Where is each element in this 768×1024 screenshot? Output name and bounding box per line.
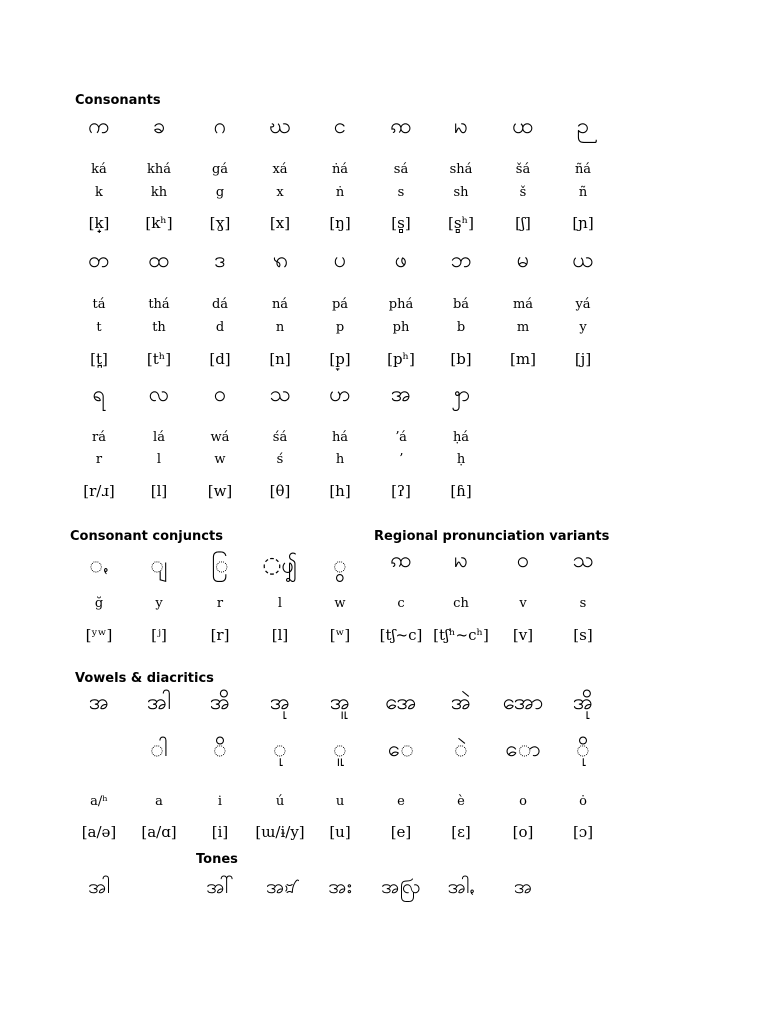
vowel-ipa: [e] bbox=[390, 823, 412, 841]
consonant-ipa: [s̻ʰ] bbox=[448, 214, 474, 232]
consonant-glyph: ဉ bbox=[576, 114, 590, 139]
conjunct-translit: l bbox=[277, 596, 283, 611]
vowel-ipa: [ɔ] bbox=[572, 823, 594, 841]
consonant-name: ḥá bbox=[452, 430, 470, 445]
consonant-ipa: [ʃ] bbox=[515, 214, 531, 232]
consonant-ipa: [r/ɹ] bbox=[83, 482, 115, 500]
vowel-diacritic: ◌ူ bbox=[333, 737, 347, 762]
regional-translit: s bbox=[579, 596, 587, 611]
vowel-glyph: အေ bbox=[385, 690, 417, 715]
vowel-glyph: အော bbox=[502, 690, 544, 715]
tone-glyph: အါ် bbox=[206, 874, 234, 898]
tone-glyph: အꩺ bbox=[381, 874, 421, 898]
consonant-translit: b bbox=[456, 320, 466, 335]
regional-translit: v bbox=[519, 596, 527, 611]
tones-heading: Tones bbox=[196, 852, 238, 867]
vowel-diacritic: ◌ေ bbox=[387, 737, 415, 762]
vowel-diacritic: ◌ိ bbox=[213, 737, 227, 762]
consonant-glyph: သ bbox=[269, 382, 291, 407]
regional-ipa: [tʃ~c] bbox=[379, 626, 423, 644]
vowel-ipa: [ɛ] bbox=[451, 823, 471, 841]
conjuncts-heading: Consonant conjuncts bbox=[70, 529, 223, 544]
conjunct-ipa: [r] bbox=[210, 626, 230, 644]
consonant-ipa: [w] bbox=[207, 482, 233, 500]
consonant-name: dá bbox=[211, 297, 229, 312]
consonant-ipa: [tʰ] bbox=[146, 350, 172, 368]
consonant-ipa: [pʰ] bbox=[387, 350, 415, 368]
vowel-translit: a bbox=[155, 794, 163, 809]
consonant-name: phá bbox=[388, 297, 414, 312]
vowel-translit: ȯ bbox=[579, 794, 587, 809]
regional-glyph: ဝ bbox=[516, 548, 530, 573]
consonant-ipa: [n] bbox=[269, 350, 291, 368]
consonant-ipa: [b] bbox=[450, 350, 472, 368]
consonant-name: tá bbox=[92, 297, 106, 312]
vowel-translit: ú bbox=[275, 794, 285, 809]
consonant-glyph: လ bbox=[148, 382, 170, 407]
consonant-name: šá bbox=[515, 162, 531, 177]
consonant-glyph: ꩤ bbox=[512, 114, 534, 139]
conjunct-translit: w bbox=[334, 596, 346, 611]
consonant-ipa: [θ] bbox=[269, 482, 291, 500]
consonant-glyph: င bbox=[333, 114, 347, 139]
consonant-ipa: [h] bbox=[329, 482, 351, 500]
consonant-name: má bbox=[512, 297, 534, 312]
consonant-glyph: ဃ bbox=[269, 114, 291, 139]
consonant-name: xá bbox=[272, 162, 288, 177]
consonant-glyph: ဝ bbox=[213, 382, 227, 407]
consonant-glyph: အ bbox=[390, 382, 412, 407]
consonant-name: ñá bbox=[574, 162, 592, 177]
consonant-glyph: ꩫ bbox=[272, 248, 288, 273]
vowel-glyph: အ bbox=[88, 690, 110, 715]
consonant-ipa: [m] bbox=[510, 350, 536, 368]
consonant-ipa: [x] bbox=[269, 214, 291, 232]
consonant-name: ká bbox=[91, 162, 107, 177]
conjunct-translit: y bbox=[155, 596, 163, 611]
consonant-name: pá bbox=[331, 297, 349, 312]
vowel-glyph: အူ bbox=[329, 690, 351, 715]
consonant-translit: d bbox=[215, 320, 225, 335]
vowel-diacritic: ◌ော bbox=[505, 737, 541, 762]
consonant-name: ʼá bbox=[395, 430, 407, 445]
consonant-name: lá bbox=[153, 430, 165, 445]
vowel-ipa: [a/ə] bbox=[81, 823, 117, 841]
conjunct-ipa: [ʷ] bbox=[329, 626, 351, 644]
consonant-name: shá bbox=[449, 162, 473, 177]
consonant-translit: ś bbox=[276, 452, 284, 467]
consonant-translit: t bbox=[96, 320, 102, 335]
consonant-glyph: ရ bbox=[92, 382, 106, 407]
conjunct-glyph: ◌ျ bbox=[150, 553, 168, 578]
consonant-ipa: [ɲ] bbox=[572, 214, 594, 232]
consonant-name: rá bbox=[92, 430, 106, 445]
tone-glyph: အ꩸ bbox=[266, 874, 294, 898]
consonant-translit: kh bbox=[150, 185, 168, 200]
consonant-translit: n bbox=[275, 320, 285, 335]
consonant-translit: x bbox=[276, 185, 284, 200]
vowel-glyph: အို bbox=[572, 690, 594, 715]
tone-glyph: အး bbox=[328, 874, 352, 898]
consonant-translit: m bbox=[516, 320, 530, 335]
consonant-ipa: [l] bbox=[150, 482, 168, 500]
vowel-ipa: [ɯ/ɨ/y] bbox=[255, 823, 305, 841]
consonant-translit: w bbox=[214, 452, 226, 467]
consonant-ipa: [t̪] bbox=[90, 350, 108, 368]
consonant-glyph: ဖ bbox=[394, 248, 408, 273]
conjunct-ipa: [ʲ] bbox=[151, 626, 167, 644]
regional-glyph: ꩡ bbox=[390, 548, 412, 573]
vowel-translit: i bbox=[217, 794, 223, 809]
consonant-name: śá bbox=[272, 430, 288, 445]
consonant-name: há bbox=[331, 430, 349, 445]
regional-translit: c bbox=[397, 596, 405, 611]
conjunct-glyph: ◌ွ bbox=[333, 553, 347, 578]
consonant-glyph: ခ bbox=[152, 114, 166, 139]
vowel-translit: o bbox=[519, 794, 527, 809]
conjunct-ipa: [l] bbox=[271, 626, 289, 644]
regional-glyph: ꩢ bbox=[454, 548, 468, 573]
consonant-name: khá bbox=[146, 162, 171, 177]
regional-ipa: [v] bbox=[512, 626, 534, 644]
consonant-translit: th bbox=[152, 320, 166, 335]
conjunct-ipa: [ʸʷ] bbox=[85, 626, 113, 644]
consonant-glyph: ꩢ bbox=[454, 114, 468, 139]
consonant-name: bá bbox=[452, 297, 470, 312]
consonants-heading: Consonants bbox=[75, 93, 161, 108]
consonant-translit: ñ bbox=[578, 185, 588, 200]
regional-glyph: သ bbox=[572, 548, 594, 573]
consonant-name: sá bbox=[393, 162, 409, 177]
consonant-glyph: ဒ bbox=[214, 248, 226, 273]
vowel-translit: a/ʰ bbox=[90, 794, 108, 809]
vowel-diacritic: ◌ို bbox=[576, 737, 590, 762]
tone-glyph: အ bbox=[513, 874, 533, 898]
vowel-glyph: အဲ bbox=[450, 690, 472, 715]
consonant-ipa: [p̞] bbox=[329, 350, 351, 368]
consonant-ipa: [ŋ] bbox=[329, 214, 351, 232]
regional-ipa: [tʃʰ~cʰ] bbox=[433, 626, 489, 644]
consonant-glyph: ဟ bbox=[329, 382, 351, 407]
consonant-name: thá bbox=[148, 297, 170, 312]
consonant-glyph: ပ bbox=[333, 248, 347, 273]
vowel-diacritic: ◌ု bbox=[273, 737, 287, 762]
consonant-translit: sh bbox=[453, 185, 469, 200]
consonant-translit: ph bbox=[392, 320, 410, 335]
consonant-name: wá bbox=[210, 430, 230, 445]
consonant-glyph: ယ bbox=[572, 248, 594, 273]
vowel-translit: e bbox=[397, 794, 405, 809]
consonant-glyph: ꩡ bbox=[390, 114, 412, 139]
consonant-translit: r bbox=[95, 452, 103, 467]
consonant-glyph: မ bbox=[516, 248, 530, 273]
consonant-translit: g bbox=[215, 185, 225, 200]
consonant-ipa: [k̟] bbox=[88, 214, 110, 232]
consonant-translit: š bbox=[519, 185, 527, 200]
consonant-translit: ʼ bbox=[398, 452, 404, 467]
vowel-ipa: [u] bbox=[329, 823, 351, 841]
conjunct-translit: ğ bbox=[94, 596, 104, 611]
consonant-name: ṅá bbox=[331, 162, 349, 177]
consonant-glyph: ဘ bbox=[450, 248, 472, 273]
consonant-glyph: ဂ bbox=[213, 114, 227, 139]
consonant-ipa: [ɦ] bbox=[450, 482, 472, 500]
consonant-translit: h bbox=[335, 452, 345, 467]
consonant-translit: p bbox=[335, 320, 345, 335]
vowel-ipa: [o] bbox=[512, 823, 534, 841]
consonant-glyph: ထ bbox=[148, 248, 170, 273]
consonant-translit: l bbox=[156, 452, 162, 467]
consonant-translit: ḥ bbox=[456, 452, 466, 467]
vowel-translit: è bbox=[457, 794, 465, 809]
vowel-diacritic: ◌ါ bbox=[150, 737, 168, 762]
vowel-glyph: အါ bbox=[147, 690, 171, 715]
consonant-name: yá bbox=[575, 297, 591, 312]
consonant-translit: s bbox=[397, 185, 405, 200]
consonant-ipa: [s̻] bbox=[391, 214, 411, 232]
vowel-diacritic: ◌ဲ bbox=[454, 737, 468, 762]
consonant-name: gá bbox=[211, 162, 229, 177]
regional-translit: ch bbox=[453, 596, 469, 611]
consonant-ipa: [d] bbox=[209, 350, 231, 368]
consonant-translit: y bbox=[579, 320, 587, 335]
regional-heading: Regional pronunciation variants bbox=[374, 529, 610, 544]
consonant-ipa: [ɣ] bbox=[209, 214, 231, 232]
consonant-ipa: [j] bbox=[574, 350, 592, 368]
conjunct-translit: r bbox=[216, 596, 224, 611]
regional-ipa: [s] bbox=[573, 626, 593, 644]
consonant-ipa: [kʰ] bbox=[145, 214, 173, 232]
consonant-translit: k bbox=[95, 185, 103, 200]
consonant-ipa: [ʔ] bbox=[391, 482, 411, 500]
vowel-translit: u bbox=[335, 794, 345, 809]
consonant-glyph: တ bbox=[88, 248, 110, 273]
conjunct-glyph: ◌ြ bbox=[211, 553, 229, 578]
vowel-glyph: အု bbox=[269, 690, 291, 715]
conjunct-glyph: ◌ꩴ bbox=[262, 553, 298, 578]
vowel-ipa: [i] bbox=[211, 823, 229, 841]
tone-glyph: အါꩻ bbox=[447, 874, 475, 898]
consonant-glyph: က bbox=[88, 114, 110, 139]
consonant-name: ná bbox=[271, 297, 289, 312]
vowel-glyph: အိ bbox=[209, 690, 231, 715]
vowels-heading: Vowels & diacritics bbox=[75, 671, 214, 686]
consonant-glyph: ꩭ bbox=[451, 382, 471, 407]
consonant-translit: ṅ bbox=[335, 185, 345, 200]
tone-glyph: အါ bbox=[88, 874, 110, 898]
vowel-ipa: [a/ɑ] bbox=[141, 823, 177, 841]
conjunct-glyph: ◌ꩻ bbox=[89, 553, 109, 578]
